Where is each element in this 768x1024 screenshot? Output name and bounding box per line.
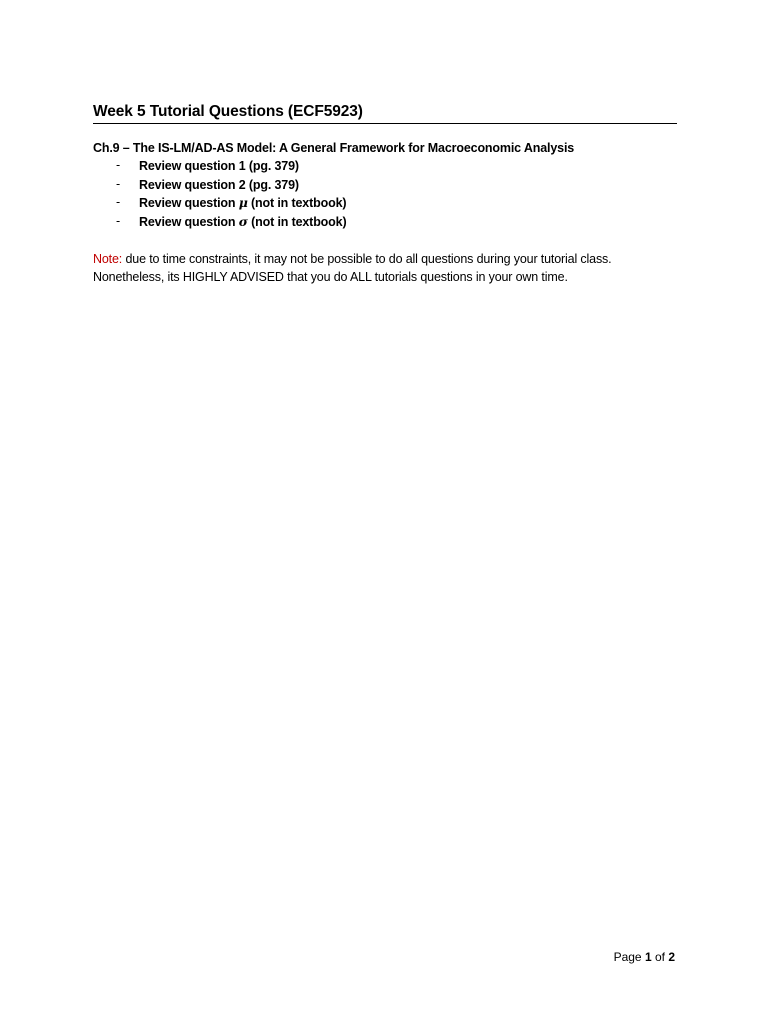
- question-text: Review question 2 (pg. 379): [139, 177, 299, 192]
- question-suffix: (not in textbook): [247, 196, 347, 210]
- question-text: Review question 1 (pg. 379): [139, 159, 299, 173]
- question-text: Review question: [139, 196, 239, 210]
- document-title: Week 5 Tutorial Questions (ECF5923): [93, 103, 363, 120]
- list-bullet: -: [116, 158, 121, 172]
- note-line-1: [93, 251, 611, 269]
- title-underline: [93, 123, 677, 124]
- of-word: of: [651, 950, 669, 964]
- note-text-2: Nonetheless, its HIGHLY ADVISED that you do ALL tutorials questions in your own time.: [93, 269, 568, 284]
- list-bullet: -: [116, 213, 121, 228]
- question-symbol: μ: [238, 195, 248, 210]
- note-label: Note:: [93, 252, 123, 266]
- list-bullet: -: [116, 176, 121, 191]
- current-page-number: 1: [644, 950, 652, 964]
- question-text: Review question: [139, 214, 239, 229]
- page-footer: [614, 950, 675, 964]
- chapter-heading: Ch.9 – The IS-LM/AD-AS Model: A General Framework for Macroeconomic Analysis: [93, 141, 575, 155]
- list-bullet: -: [116, 195, 121, 209]
- note-text-1: due to time constraints, it may not be possible to do all questions during your tutorial class.: [122, 252, 612, 266]
- total-pages-number: 2: [668, 950, 675, 964]
- question-symbol: σ: [238, 213, 248, 229]
- page-word: Page: [613, 950, 645, 964]
- question-suffix: (not in textbook): [247, 214, 347, 229]
- note-paragraph: [93, 251, 611, 286]
